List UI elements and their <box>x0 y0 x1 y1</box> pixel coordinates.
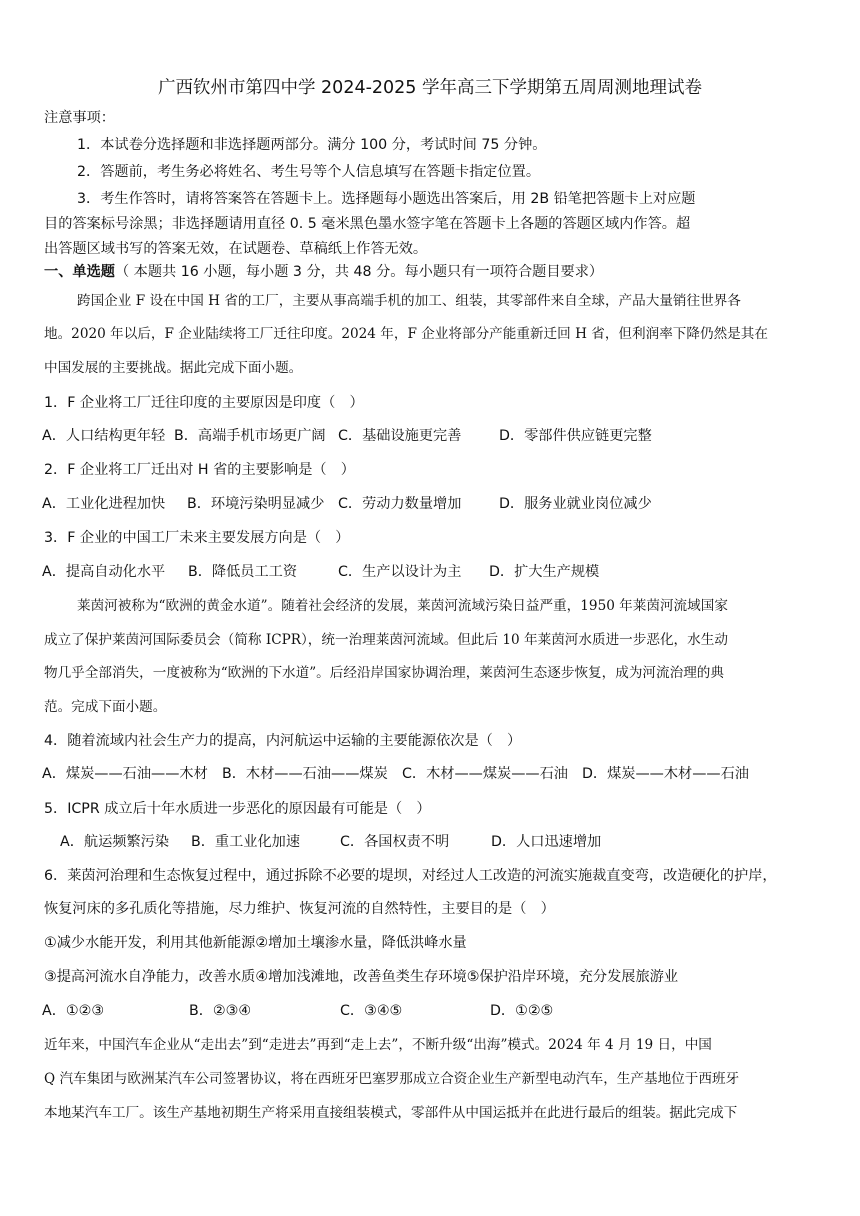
q3-option-d: D．扩大生产规模 <box>489 564 600 580</box>
section-label: 一、单选题 <box>44 264 115 280</box>
q6-option-d: D．①②⑤ <box>490 1003 554 1019</box>
q3-option-a: A．提高自动化水平 <box>42 564 166 580</box>
passage-1-line-3: 中国发展的主要挑战。据此完成下面小题。 <box>44 360 303 376</box>
q4-option-c: C．木材——煤炭——石油 <box>402 766 568 782</box>
question-4-options <box>42 764 749 784</box>
q2-option-a: A．工业化进程加快 <box>42 496 166 512</box>
q1-option-a: A．人口结构更年轻 <box>42 428 166 444</box>
notice-item-1: 1．本试卷分选择题和非选择题两部分。满分 100 分，考试时间 75 分钟。 <box>77 137 547 153</box>
question-6-stem-line-1: 6．莱茵河治理和生态恢复过程中，通过拆除不必要的堤坝，对经过人工改造的河流实施裁直变弯，改造硬化的护岸， <box>44 868 777 884</box>
notice-heading: 注意事项： <box>44 110 115 126</box>
section-heading <box>44 262 603 282</box>
q1-option-b: B．高端手机市场更广阔 <box>174 428 326 444</box>
question-3-stem: 3．F 企业的中国工厂未来主要发展方向是（ ） <box>44 530 350 546</box>
q4-option-a: A．煤炭——石油——木材 <box>42 766 208 782</box>
question-2-options <box>42 494 652 514</box>
q1-option-d: D．零部件供应链更完整 <box>499 428 652 444</box>
question-6-statements-line-2: ③提高河流水自净能力，改善水质④增加浅滩地，改善鱼类生存环境⑤保护沿岸环境，充分发展旅游业 <box>44 969 679 985</box>
q1-option-c: C．基础设施更完善 <box>338 428 462 444</box>
q3-option-c: C．生产以设计为主 <box>338 564 462 580</box>
q2-option-b: B．环境污染明显减少 <box>187 496 325 512</box>
passage-2-line-1: 莱茵河被称为“欧洲的黄金水道”。随着社会经济的发展，莱茵河流域污染日益严重，1950 年莱茵河流域国家 <box>77 598 728 614</box>
question-3-options <box>42 562 599 582</box>
question-4-stem: 4．随着流域内社会生产力的提高，内河航运中运输的主要能源依次是（ ） <box>44 733 522 749</box>
notice-item-3-line-3: 出答题区域书写的答案无效，在试题卷、草稿纸上作答无效。 <box>44 241 428 257</box>
q3-option-b: B．降低员工工资 <box>188 564 298 580</box>
question-6-options <box>42 1001 553 1021</box>
q5-option-b: B．重工业化加速 <box>191 834 301 850</box>
passage-3-line-3: 本地某汽车工厂。该生产基地初期生产将采用直接组装模式，零部件从中国运抵并在此进行最后的组装。据此完成下 <box>44 1105 738 1121</box>
q5-option-a: A．航运频繁污染 <box>60 834 170 850</box>
passage-1-line-1: 跨国企业 F 设在中国 H 省的工厂，主要从事高端手机的加工、组装，其零部件来自全球，产品大量销往世界各 <box>77 293 741 309</box>
q6-option-c: C．③④⑤ <box>340 1003 403 1019</box>
passage-2-line-2: 成立了保护莱茵河国际委员会（简称 ICPR），统一治理莱茵河流域。但此后 10 年莱茵河水质进一步恶化，水生动 <box>44 632 728 648</box>
passage-2-line-4: 范。完成下面小题。 <box>44 699 167 715</box>
q2-option-c: C．劳动力数量增加 <box>338 496 462 512</box>
passage-1-line-2: 地。2020 年以后，F 企业陆续将工厂迁往印度。2024 年，F 企业将部分产能重新迁回 H 省，但利润率下降仍然是其在 <box>44 326 768 342</box>
q2-option-d: D．服务业就业岗位减少 <box>499 496 652 512</box>
notice-item-2: 2．答题前，考生务必将姓名、考生号等个人信息填写在答题卡指定位置。 <box>77 164 541 180</box>
passage-3-line-1: 近年来，中国汽车企业从“走出去”到“走进去”再到“走上去”，不断升级“出海”模式。2024 年 4 月 19 日，中国 <box>44 1037 712 1053</box>
question-1-stem: 1．F 企业将工厂迁往印度的主要原因是印度（ ） <box>44 395 364 411</box>
question-5-options <box>60 832 601 852</box>
question-1-options <box>42 426 652 446</box>
passage-3-line-2: Q 汽车集团与欧洲某汽车公司签署协议，将在西班牙巴塞罗那成立合资企业生产新型电动汽车，生产基地位于西班牙 <box>44 1071 740 1087</box>
q5-option-d: D．人口迅速增加 <box>491 834 602 850</box>
q4-option-b: B．木材——石油——煤炭 <box>222 766 388 782</box>
question-6-statements-line-1: ①减少水能开发，利用其他新能源②增加土壤渗水量，降低洪峰水量 <box>44 935 467 951</box>
q6-option-b: B．②③④ <box>189 1003 252 1019</box>
notice-item-3-line-2: 目的答案标号涂黑；非选择题请用直径 0. 5 毫米黑色墨水签字笔在答题卡上各题的答题区域内作答。超 <box>44 216 691 232</box>
notice-item-3-line-1: 3．考生作答时，请将答案答在答题卡上。选择题每小题选出答案后，用 2B 铅笔把答题卡上对应题 <box>77 191 696 207</box>
exam-title: 广西钦州市第四中学 2024-2025 学年高三下学期第五周周测地理试卷 <box>157 78 702 98</box>
question-2-stem: 2．F 企业将工厂迁出对 H 省的主要影响是（ ） <box>44 462 355 478</box>
section-description: （ 本题共 16 小题，每小题 3 分，共 48 分。每小题只有一项符合题目要求） <box>114 264 604 280</box>
q6-option-a: A．①②③ <box>42 1003 105 1019</box>
question-5-stem: 5．ICPR 成立后十年水质进一步恶化的原因最有可能是（ ） <box>44 801 431 817</box>
question-6-stem-line-2: 恢复河床的多孔质化等措施，尽力维护、恢复河流的自然特性，主要目的是（ ） <box>44 901 555 917</box>
q5-option-c: C．各国权责不明 <box>340 834 450 850</box>
passage-2-line-3: 物几乎全部消失，一度被称为“欧洲的下水道”。后经沿岸国家协调治理，莱茵河生态逐步恢复，成为河流治理的典 <box>44 665 724 681</box>
q4-option-d: D．煤炭——木材——石油 <box>582 766 749 782</box>
